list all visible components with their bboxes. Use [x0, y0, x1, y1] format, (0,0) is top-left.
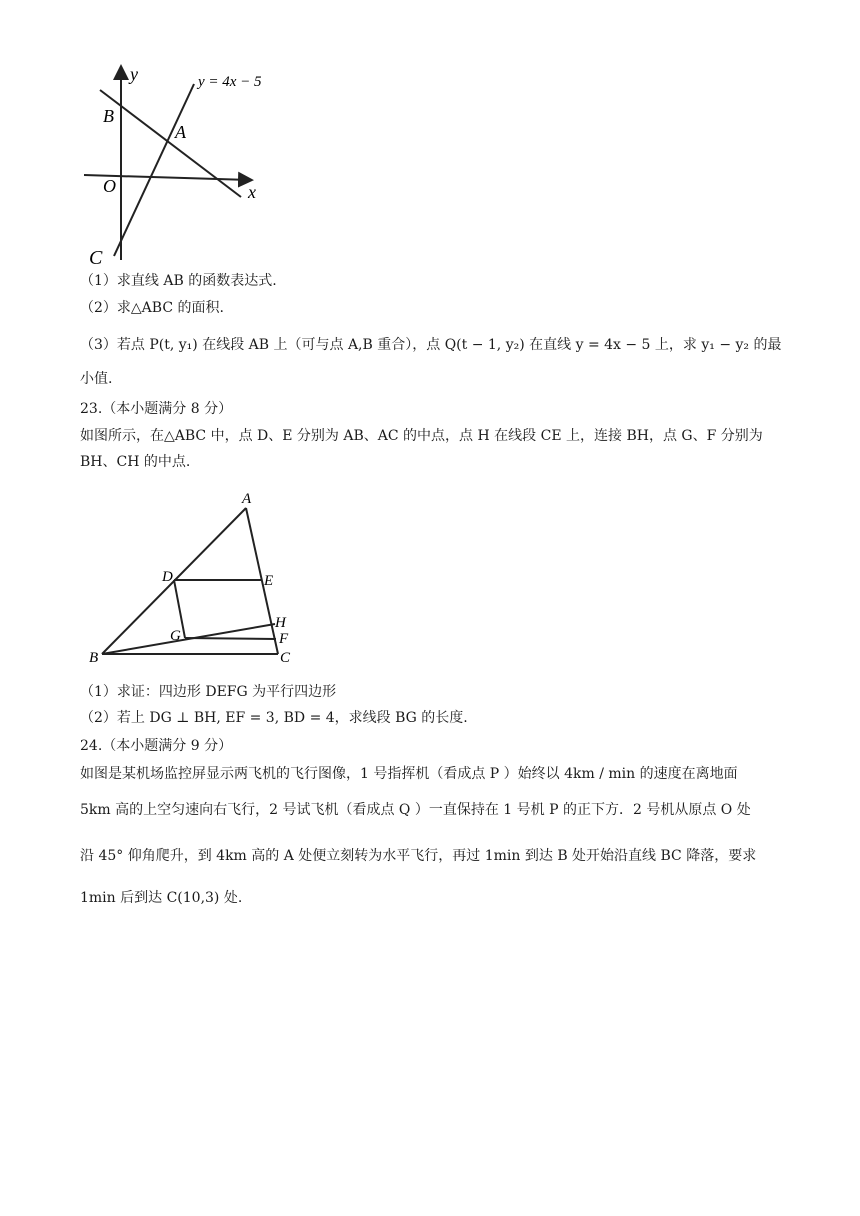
label-point-c: C [89, 247, 103, 269]
label-c: C [280, 650, 291, 666]
label-a: A [242, 491, 252, 507]
q23-text-line1: 如图所示，在△ABC 中，点 D、E 分别为 AB、AC 的中点，点 H 在线段 CE 上，连接 BH，点 G、F 分别为 [80, 428, 763, 444]
label-b: B [89, 650, 99, 666]
label-d: D [162, 569, 173, 585]
label-x-axis: x [248, 182, 256, 202]
label-e: E [264, 573, 274, 589]
triangle-figure [84, 488, 304, 668]
label-y-axis: y [130, 64, 138, 84]
label-f: F [279, 631, 289, 647]
label-origin-o: O [103, 176, 116, 196]
q24-line2: 5km 高的上空匀速向右飞行，2 号试飞机（看成点 Q ）一直保持在 1 号机 P 的正下方．2 号机从原点 O 处 [80, 802, 751, 818]
q22-part1: （1）求直线 AB 的函数表达式. [80, 273, 277, 289]
q23-text-line2: BH、CH 的中点. [80, 454, 191, 470]
label-point-b: B [103, 106, 114, 126]
q23-heading: 23.（本小题满分 8 分） [80, 401, 233, 417]
q23-part1: （1）求证：四边形 DEFG 为平行四边形 [80, 684, 337, 700]
label-line-equation: y = 4x − 5 [198, 74, 262, 90]
q22-part2: （2）求△ABC 的面积. [80, 300, 224, 316]
coordinate-graph-figure [78, 60, 278, 270]
q22-part3-line1: （3）若点 P(t, y₁) 在线段 AB 上（可与点 A,B 重合），点 Q(t − 1, y₂) 在直线 y = 4x − 5 上，求 y₁ − y₂ 的最 [80, 337, 782, 353]
label-point-a: A [175, 122, 186, 142]
label-h: H [275, 615, 286, 631]
q24-line4: 1min 后到达 C(10,3) 处. [80, 890, 243, 906]
q24-line3: 沿 45° 仰角爬升，到 4km 高的 A 处便立刻转为水平飞行，再过 1min 到达 B 处开始沿直线 BC 降落，要求 [80, 848, 757, 864]
q24-heading: 24.（本小题满分 9 分） [80, 738, 233, 754]
label-g: G [170, 628, 181, 644]
q23-part2: （2）若上 DG ⊥ BH, EF = 3, BD = 4，求线段 BG 的长度. [80, 710, 468, 726]
q24-line1: 如图是某机场监控屏显示两飞机的飞行图像，1 号指挥机（看成点 P ）始终以 4km / min 的速度在离地面 [80, 766, 738, 782]
q22-part3-line2: 小值. [80, 371, 113, 387]
